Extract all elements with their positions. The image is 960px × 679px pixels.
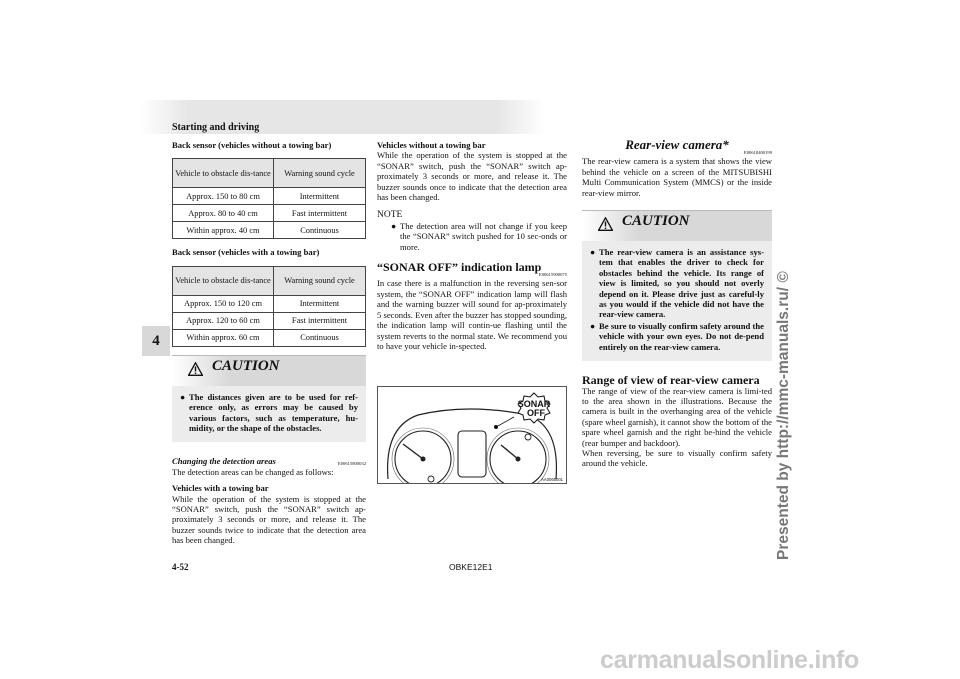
figure-caption: AA0065001 (541, 477, 563, 482)
document-code: OBKE12E1 (449, 562, 493, 572)
range-text-1: The range of view of the rear-view camera is limi-ted to the area shown in the illustrations. Because the camera is built in the overhanging area of the vehicle (spare wheel garnish), it cannot show the bottom of the spare wheel garnish and the right be-hind the vehicle (rear bumper and backdoor). (582, 385, 772, 448)
column-right (582, 137, 772, 469)
caution-body (172, 386, 366, 443)
caution-item: Be sure to visually confirm safety around the vehicle with your own eyes. Do not de-pend entirely on the rear-view camera. (599, 320, 764, 352)
sub-code: E00615800032 (337, 461, 366, 467)
bottom-watermark: carmanualsonline.info (600, 646, 860, 674)
table-cell: Approx. 120 to 60 cm (173, 312, 274, 329)
warning-triangle-icon (598, 217, 613, 231)
caution-header (582, 210, 772, 241)
table1-title: Back sensor (vehicles without a towing bar) (172, 140, 332, 150)
table-row (173, 295, 366, 312)
lamp-heading: “SONAR OFF” indication lamp (377, 260, 542, 275)
table-without-towing-bar (172, 158, 366, 239)
note-text: The detection area will not change if you keep the “SONAR” switch pushed for 10 sec-onds or more. (400, 220, 567, 252)
note-block (377, 210, 567, 252)
table-cell: Intermittent (274, 188, 366, 205)
caution-title: CAUTION (212, 357, 280, 374)
table2-title: Back sensor (vehicles with a towing bar) (172, 247, 320, 258)
camera-intro: The rear-view camera is a system that shows the view behind the vehicle on a screen of the MITSUBISHI Multi Communication System (MMCS) or the inside rear-view mirror. (582, 156, 772, 198)
range-text-2: When reversing, be sure to visually confirm safety around the vehicle. (582, 447, 772, 469)
sub-heading: Changing the detection areas (172, 456, 276, 467)
table2-header-distance: Vehicle to obstacle dis-tance (173, 266, 274, 295)
table-cell: Approx. 150 to 120 cm (173, 295, 274, 312)
lamp-text: In case there is a malfunction in the reversing sen-sor system, the “SONAR OFF” indication lamp will flash and the warning buzzer will sound for ap-proximately 5 seconds. Even after the buzzer has stopped sounding, the indication lamp will contin-ue flashing until the system reverts to the normal state. We recommend you to have your vehicle in-spected. (377, 278, 567, 351)
notow-text: While the operation of the system is stopped at the “SONAR” switch, push the “SONAR” switch ap-proximately 3 seconds or more, and release it. The buzzer sounds once to indicate that the detection area has been changed. (377, 150, 567, 203)
table-cell: Approx. 150 to 80 cm (173, 188, 274, 205)
instrument-cluster-illustration (378, 387, 566, 483)
range-heading: Range of view of rear-view camera (582, 373, 760, 388)
caution-box-camera (582, 210, 772, 361)
table-cell: Within approx. 40 cm (173, 222, 274, 239)
table-cell: Continuous (274, 222, 366, 239)
bullet-icon: ● (180, 391, 186, 402)
badge-off-text: OFF (527, 408, 545, 418)
table-cell: Intermittent (274, 295, 366, 312)
column-middle (377, 140, 567, 351)
table-cell: Fast intermittent (274, 312, 366, 329)
table-cell: Fast intermittent (274, 205, 366, 222)
camera-heading-code: E00618400199 (743, 150, 772, 156)
badge-sonar-text: SONAR (517, 399, 551, 409)
tow-heading: Vehicles with a towing bar (172, 483, 269, 494)
table-row (173, 312, 366, 329)
camera-heading: Rear-view camera* (625, 137, 729, 152)
table-row (173, 188, 366, 205)
section-header: Starting and driving (172, 122, 260, 133)
caution-body (582, 241, 772, 361)
notow-heading: Vehicles without a towing bar (377, 140, 486, 150)
tow-text: While the operation of the system is stopped at the “SONAR” switch, push the “SONAR” switch ap-proximately 3 seconds or more, and release it. The buzzer sounds twice to indicate that the detection area has been changed. (172, 493, 366, 546)
page-number: 4-52 (172, 562, 189, 572)
table-cell: Approx. 80 to 40 cm (173, 205, 274, 222)
caution-header (172, 355, 366, 386)
table2-header-sound: Warning sound cycle (274, 266, 366, 295)
column-left (172, 140, 366, 546)
table-row (173, 222, 366, 239)
table-cell: Continuous (274, 329, 366, 346)
sonar-off-figure (377, 386, 567, 484)
sub-heading-row (172, 456, 366, 466)
note-label: NOTE (377, 210, 403, 221)
bullet-icon: ● (590, 320, 596, 331)
side-watermark (775, 271, 799, 584)
caution-item: The rear-view camera is an assistance sys-tem that enables the driver to check for obstacles behind the vehicle. Its range of view is limited, so you should not overly depend on it. Please drive just as careful-ly as you would if the vehicle did not have the rear-view camera. (599, 247, 764, 320)
bullet-icon: ● (391, 220, 397, 231)
table-row (173, 329, 366, 346)
caution-text: The distances given are to be used for ref-erence only, as errors may be caused by various factors, such as temperature, hu-midity, or the shape of the obstacles. (189, 391, 358, 434)
lamp-code: E00615900075 (538, 272, 567, 278)
sub-text: The detection areas can be changed as follows: (172, 466, 334, 477)
table-row (173, 205, 366, 222)
chapter-tab: 4 (142, 326, 170, 356)
bullet-icon: ● (590, 247, 596, 258)
side-watermark-text: Presented by http://mmc-manuals.ru/ © (775, 271, 792, 560)
table-with-towing-bar (172, 266, 366, 347)
table1-header-sound: Warning sound cycle (274, 159, 366, 188)
table1-header-distance: Vehicle to obstacle dis-tance (173, 159, 274, 188)
table-cell: Within approx. 60 cm (173, 329, 274, 346)
caution-title: CAUTION (622, 213, 690, 230)
caution-box-distances (172, 355, 366, 443)
warning-triangle-icon (188, 362, 203, 376)
